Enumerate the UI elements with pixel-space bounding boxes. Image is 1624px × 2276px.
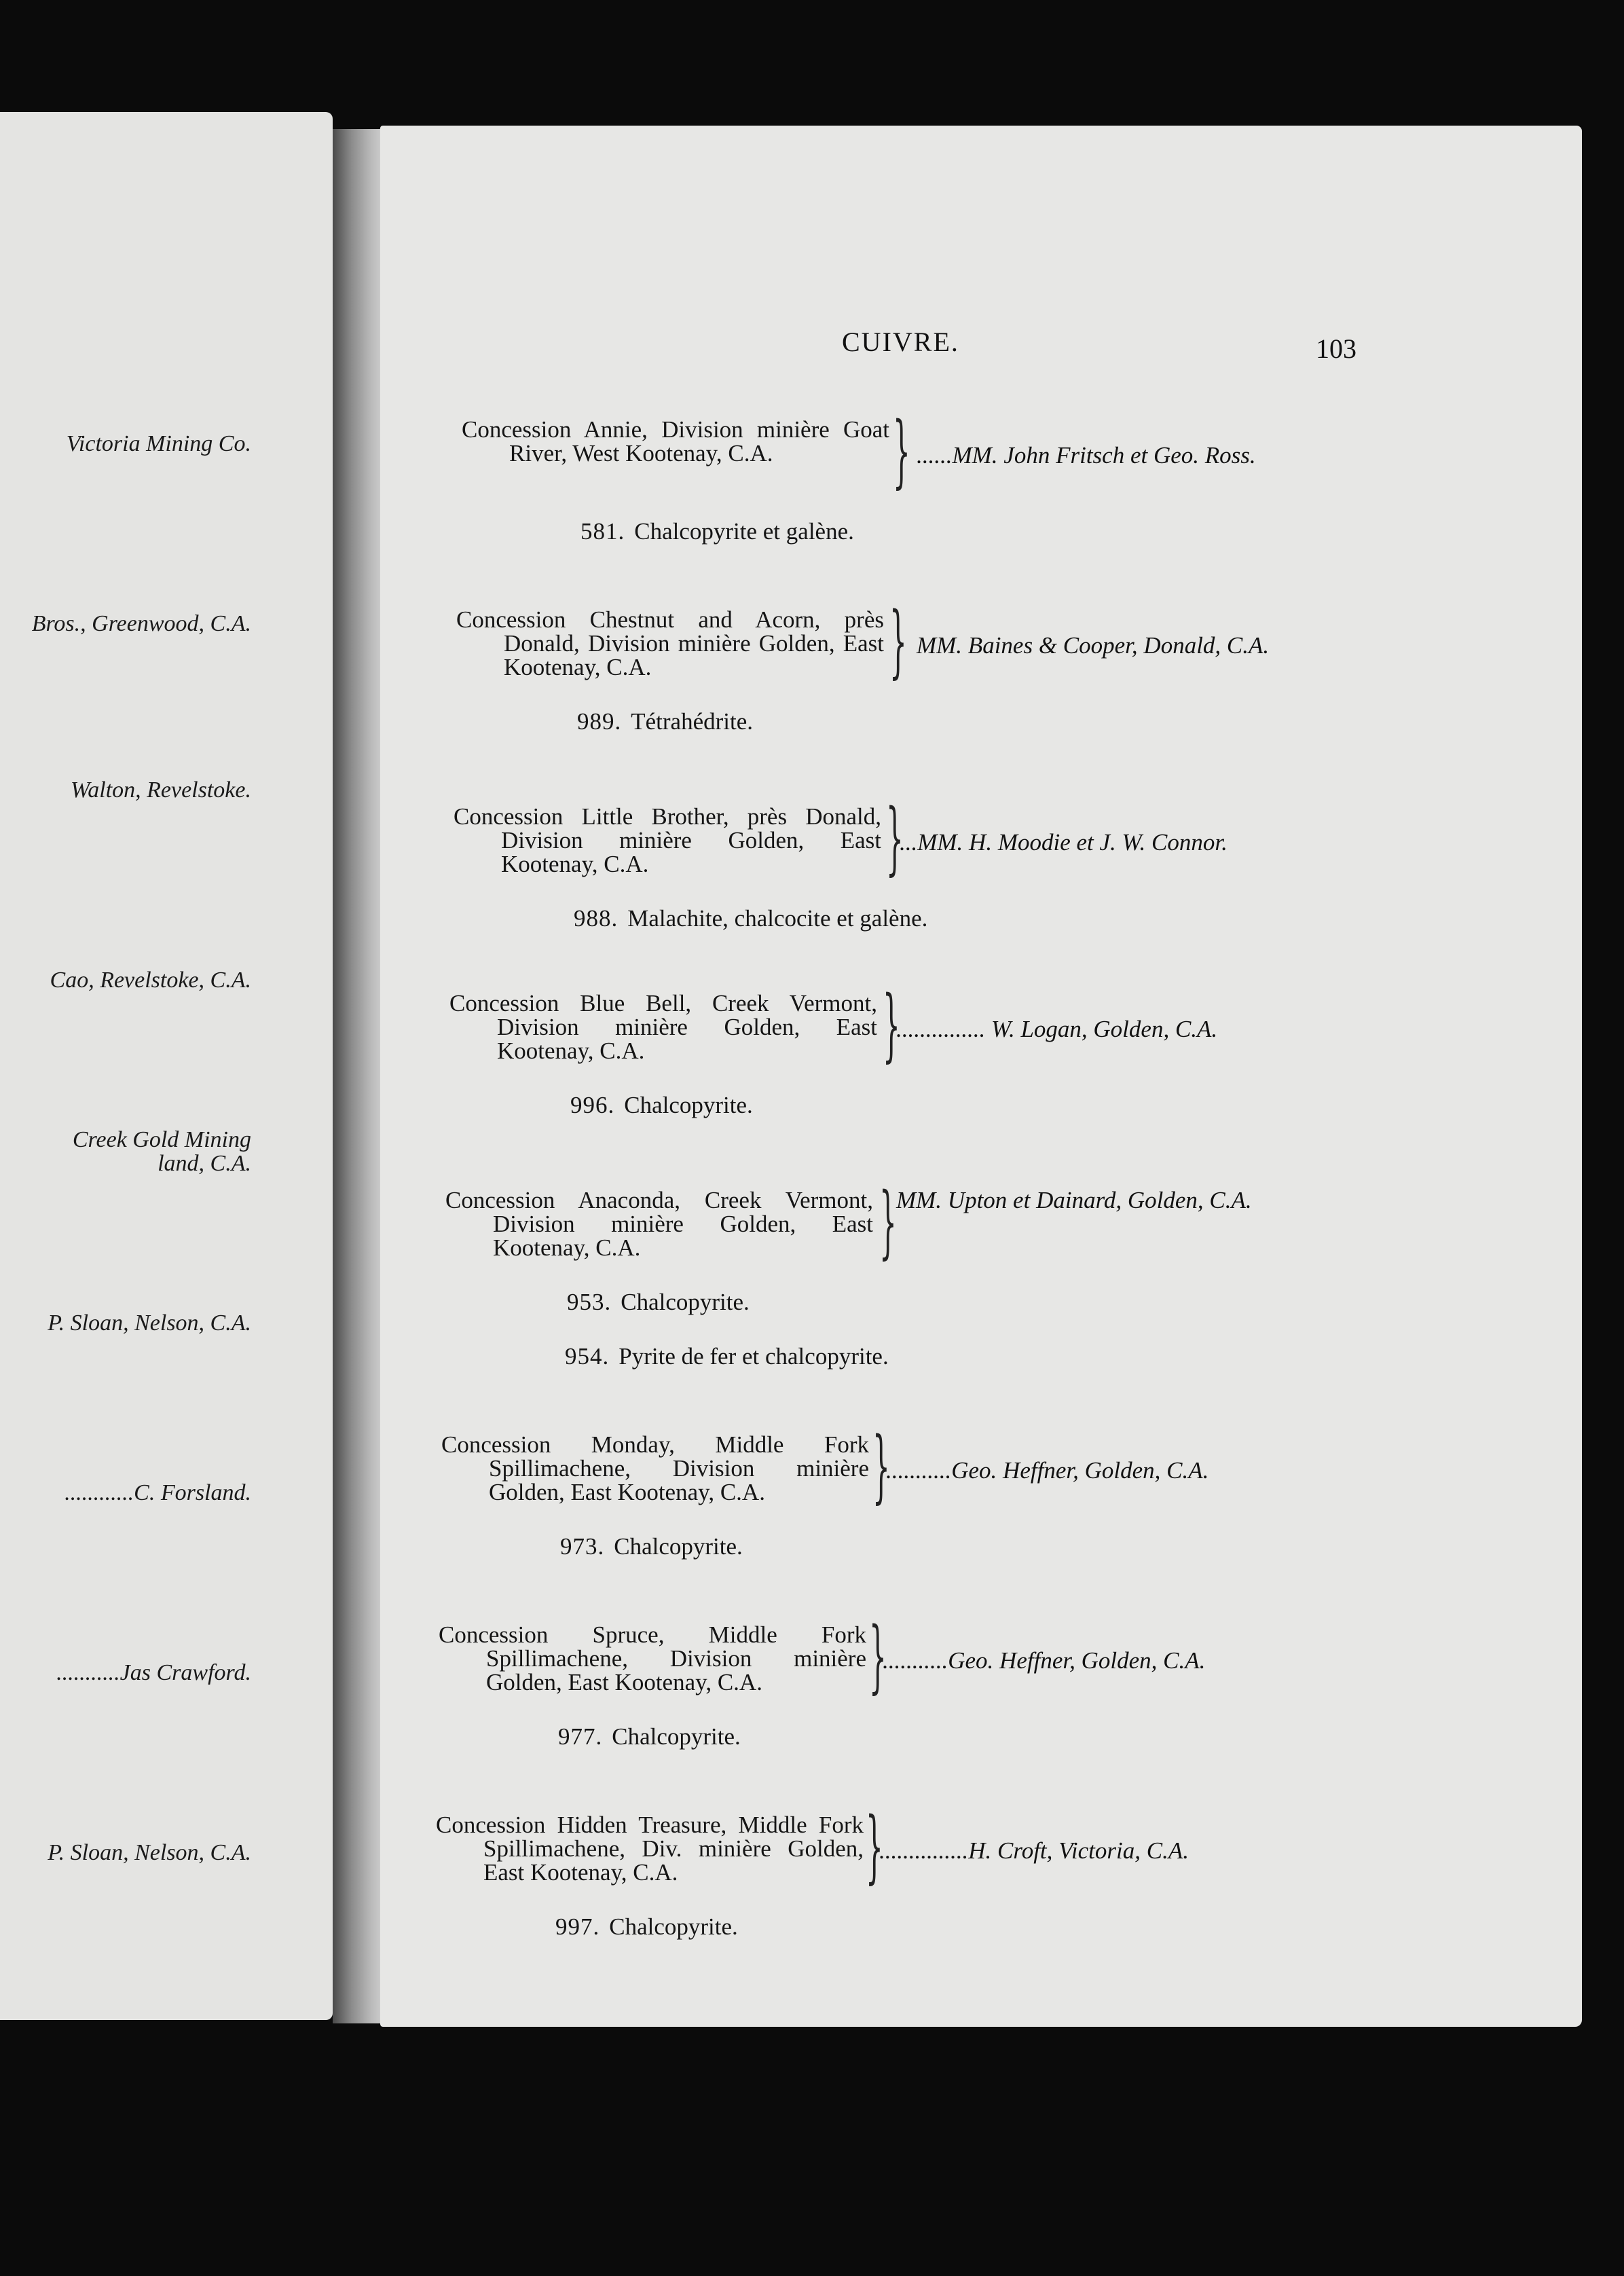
specimen-number: 977.	[558, 1723, 603, 1750]
concession-location: Concession Monday, Middle Fork Spillimachene, Division minière Golden, East Kootenay, C.A.	[441, 1431, 869, 1505]
specimen-item	[560, 1533, 743, 1560]
page-number: 103	[1316, 333, 1357, 364]
facing-page-line: Bros., Greenwood, C.A.	[31, 611, 251, 636]
concession-owner: ...........Geo. Heffner, Golden, C.A.	[883, 1647, 1206, 1674]
specimen-mineral: Chalcopyrite.	[621, 1289, 750, 1315]
specimen-item	[577, 708, 753, 735]
specimen-mineral: Pyrite de fer et chalcopyrite.	[619, 1343, 889, 1370]
page-title: CUIVRE.	[842, 327, 959, 357]
specimen-item	[555, 1913, 738, 1941]
page	[380, 126, 1582, 2027]
concession-owner: ...........Geo. Heffner, Golden, C.A.	[886, 1457, 1209, 1484]
facing-page-line: Creek Gold Mining	[72, 1127, 251, 1152]
brace-icon: }	[886, 792, 904, 884]
specimen-number: 581.	[580, 518, 625, 545]
brace-icon: }	[889, 595, 907, 687]
concession-owner: ...............H. Croft, Victoria, C.A.	[879, 1837, 1189, 1864]
specimen-item	[580, 518, 854, 545]
concession-location: Concession Anaconda, Creek Vermont, Division minière Golden, East Kootenay, C.A.	[445, 1187, 873, 1261]
concession-location: Concession Spruce, Middle Fork Spillimachene, Division minière Golden, East Kootenay, C.A.	[439, 1621, 866, 1695]
specimen-mineral: Tétrahédrite.	[631, 708, 754, 735]
specimen-mineral: Chalcopyrite.	[624, 1092, 753, 1118]
concession-location: Concession Blue Bell, Creek Vermont, Division minière Golden, East Kootenay, C.A.	[449, 990, 877, 1064]
specimen-mineral: Chalcopyrite.	[612, 1723, 741, 1750]
facing-page-line: land, C.A.	[158, 1151, 251, 1176]
specimen-number: 953.	[567, 1289, 612, 1315]
specimen-number: 954.	[565, 1343, 610, 1370]
facing-page-line: P. Sloan, Nelson, C.A.	[48, 1310, 251, 1336]
specimen-mineral: Malachite, chalcocite et galène.	[627, 905, 928, 932]
specimen-item	[570, 1092, 753, 1119]
specimen-item	[558, 1723, 741, 1750]
specimen-number: 996.	[570, 1092, 615, 1118]
brace-icon: }	[872, 1420, 890, 1512]
brace-icon: }	[883, 979, 900, 1071]
specimen-item	[574, 905, 927, 932]
facing-page-line: ............C. Forsland.	[64, 1480, 251, 1505]
concession-owner: MM. Upton et Dainard, Golden, C.A.	[896, 1187, 1252, 1213]
facing-page-line: Victoria Mining Co.	[66, 431, 251, 456]
facing-page-line: ...........Jas Crawford.	[56, 1660, 251, 1685]
concession-location: Concession Annie, Division minière Goat River, West Kootenay, C.A.	[462, 416, 889, 466]
book-gutter	[333, 129, 387, 2023]
specimen-mineral: Chalcopyrite et galène.	[634, 518, 854, 545]
specimen-number: 988.	[574, 905, 619, 932]
facing-page-line: Cao, Revelstoke, C.A.	[50, 968, 251, 993]
brace-icon: }	[893, 405, 910, 497]
specimen-number: 973.	[560, 1533, 605, 1560]
specimen-item	[565, 1343, 889, 1370]
specimen-item	[567, 1289, 750, 1316]
brace-icon: }	[869, 1611, 887, 1702]
facing-page-line: Walton, Revelstoke.	[71, 777, 251, 803]
concession-owner: ............... W. Logan, Golden, C.A.	[896, 1016, 1218, 1042]
specimen-mineral: Chalcopyrite.	[609, 1913, 738, 1940]
specimen-number: 989.	[577, 708, 622, 735]
concession-location: Concession Little Brother, près Donald, Division minière Golden, East Kootenay, C.A.	[454, 803, 881, 877]
brace-icon: }	[879, 1176, 897, 1268]
concession-owner: ...MM. H. Moodie et J. W. Connor.	[900, 829, 1228, 856]
brace-icon: }	[866, 1801, 883, 1892]
concession-owner: MM. Baines & Cooper, Donald, C.A.	[917, 632, 1270, 659]
facing-page-line: P. Sloan, Nelson, C.A.	[48, 1840, 251, 1865]
concession-location: Concession Chestnut and Acorn, près Donald, Division minière Golden, East Kootenay, C.A.	[456, 606, 884, 680]
concession-location: Concession Hidden Treasure, Middle Fork Spillimachene, Div. minière Golden, East Kootenay, C.A.	[436, 1812, 864, 1886]
specimen-mineral: Chalcopyrite.	[614, 1533, 743, 1560]
specimen-number: 997.	[555, 1913, 600, 1940]
facing-page	[0, 112, 333, 2020]
concession-owner: ......MM. John Fritsch et Geo. Ross.	[917, 442, 1256, 469]
